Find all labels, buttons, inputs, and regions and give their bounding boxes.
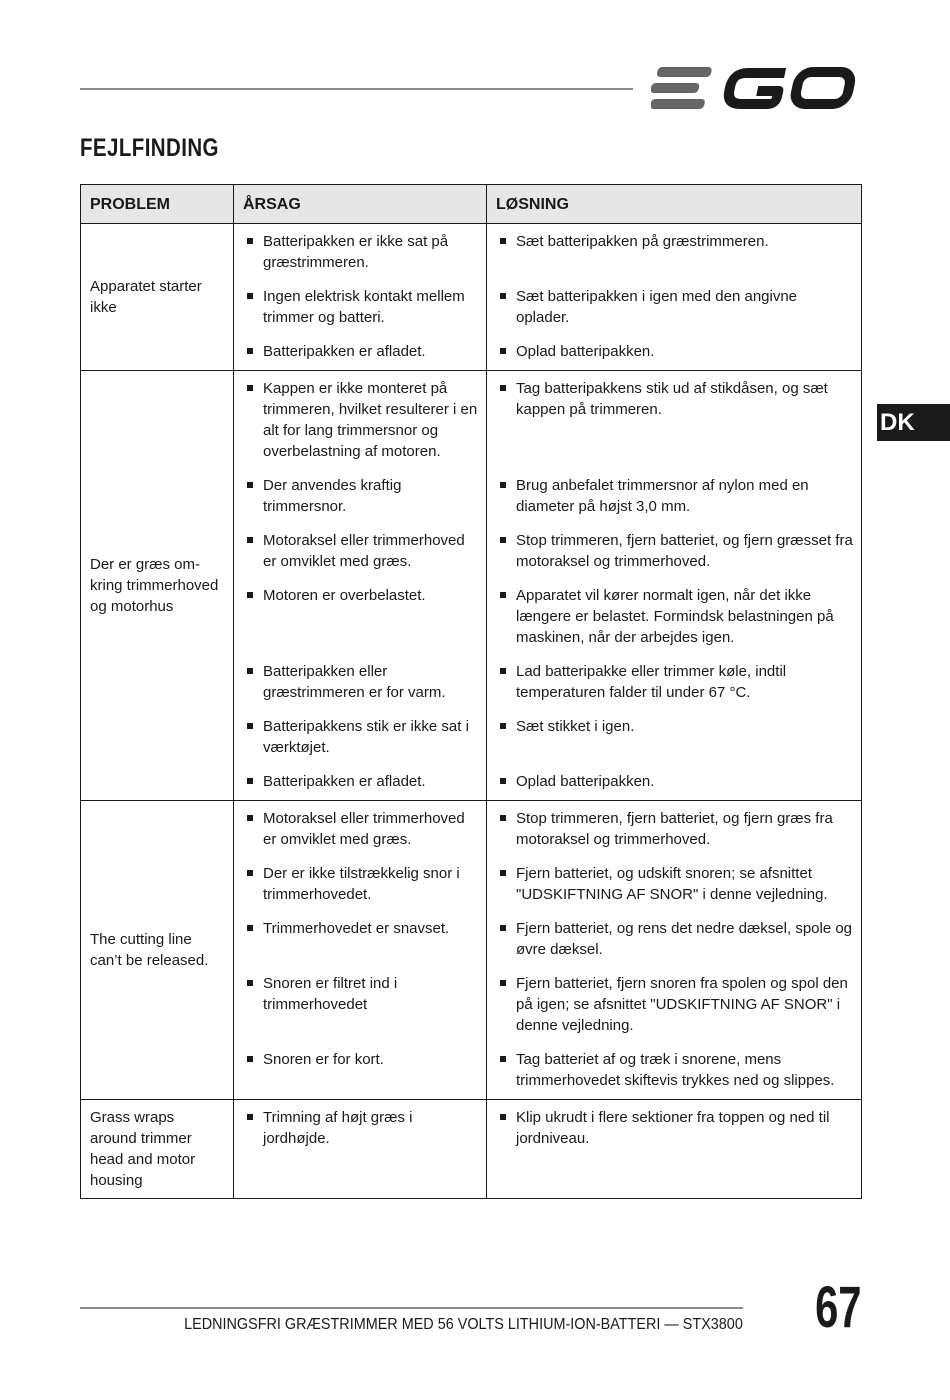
solution-cell — [487, 224, 862, 371]
solution-item: Tag batteriet af og træk i snorene, mens trimmerhovedet skiftevis trykkes ned og slippes. — [498, 1049, 853, 1091]
cause-item: Der anvendes kraftig trimmersnor. — [245, 475, 478, 517]
cause-cell — [234, 224, 487, 371]
solution-item: Fjern batteriet, fjern snoren fra spolen og spol den på igen; se afsnittet "UDSKIFTNING AF SNOR" i denne vejledning. — [498, 973, 853, 1036]
header-problem: PROBLEM — [81, 185, 234, 224]
cause-item: Der er ikke tilstrækkelig snor i trimmerhovedet. — [245, 863, 478, 905]
solution-item: Stop trimmeren, fjern batteriet, og fjern græsset fra motoraksel og trimmerhoved. — [498, 530, 853, 572]
solution-item: Apparatet vil kører normalt igen, når det ikke længere er belastet. Formindsk belastningen på maskinen, når der arbejdes igen. — [498, 585, 853, 648]
solution-item: Brug anbefalet trimmersnor af nylon med en diameter på højst 3,0 mm. — [498, 475, 853, 517]
solution-item: Sæt stikket i igen. — [498, 716, 853, 758]
problem-cell: Apparatet starter ikke — [81, 224, 234, 371]
header-solution: LØSNING — [487, 185, 862, 224]
problem-cell: The cutting line can’t be released. — [81, 801, 234, 1100]
cause-item: Batteripakken er ikke sat på græstrimmeren. — [245, 231, 478, 273]
problem-cell: Der er græs om-kring trimmerhoved og motorhus — [81, 371, 234, 801]
table-row — [81, 1100, 862, 1199]
footer-product-title: LEDNINGSFRI GRÆSTRIMMER MED 56 VOLTS LITHIUM-ION-BATTERI — STX3800 — [184, 1316, 743, 1333]
problem-cell: Grass wraps around trimmer head and motor housing — [81, 1100, 234, 1199]
cause-item: Trimmerhovedet er snavset. — [245, 918, 478, 960]
cause-item: Batteripakken er afladet. — [245, 771, 478, 792]
solution-item: Tag batteripakkens stik ud af stikdåsen, og sæt kappen på trimmeren. — [498, 378, 853, 462]
solution-cell — [487, 371, 862, 801]
cause-item: Trimning af højt græs i jordhøjde. — [245, 1107, 478, 1149]
cause-item: Snoren er filtret ind i trimmerhovedet — [245, 973, 478, 1036]
page-number: 67 — [815, 1275, 862, 1340]
cause-item: Batteripakken eller græstrimmeren er for varm. — [245, 661, 478, 703]
cause-cell — [234, 371, 487, 801]
cause-item: Motoraksel eller trimmerhoved er omviklet med græs. — [245, 808, 478, 850]
cause-cell — [234, 801, 487, 1100]
cause-item: Kappen er ikke monteret på trimmeren, hvilket resulterer i en alt for lang trimmersnor og overbelastning af motoren. — [245, 378, 478, 462]
cause-item: Ingen elektrisk kontakt mellem trimmer og batteri. — [245, 286, 478, 328]
solution-item: Sæt batteripakken på græstrimmeren. — [498, 231, 853, 273]
table-row — [81, 801, 862, 1100]
table-header-row — [81, 185, 862, 224]
solution-item: Klip ukrudt i flere sektioner fra toppen og ned til jordniveau. — [498, 1107, 853, 1149]
cause-cell — [234, 1100, 487, 1199]
footer-rule — [80, 1307, 743, 1309]
solution-item: Stop trimmeren, fjern batteriet, og fjern græs fra motoraksel og trimmerhoved. — [498, 808, 853, 850]
table-row — [81, 371, 862, 801]
solution-cell — [487, 1100, 862, 1199]
solution-item: Oplad batteripakken. — [498, 341, 853, 362]
cause-item: Batteripakkens stik er ikke sat i værktøjet. — [245, 716, 478, 758]
troubleshooting-table — [80, 184, 862, 1199]
cause-item: Snoren er for kort. — [245, 1049, 478, 1070]
solution-item: Fjern batteriet, og rens det nedre dæksel, spole og øvre dæksel. — [498, 918, 853, 960]
header-rule — [80, 88, 633, 90]
solution-item: Lad batteripakke eller trimmer køle, indtil temperaturen falder til under 67 °C. — [498, 661, 853, 703]
page-title: FEJLFINDING — [80, 134, 219, 162]
cause-item: Motoren er overbelastet. — [245, 585, 478, 648]
solution-cell — [487, 801, 862, 1100]
header-cause: ÅRSAG — [234, 185, 487, 224]
cause-item: Batteripakken er afladet. — [245, 341, 478, 362]
solution-item: Fjern batteriet, og udskift snoren; se afsnittet "UDSKIFTNING AF SNOR" i denne vejledning. — [498, 863, 853, 905]
ego-brand-logo — [651, 64, 861, 112]
solution-item: Oplad batteripakken. — [498, 771, 853, 792]
solution-item: Sæt batteripakken i igen med den angivne oplader. — [498, 286, 853, 328]
table-row — [81, 224, 862, 371]
cause-item: Motoraksel eller trimmerhoved er omviklet med græs. — [245, 530, 478, 572]
language-tab: DK — [877, 404, 950, 441]
